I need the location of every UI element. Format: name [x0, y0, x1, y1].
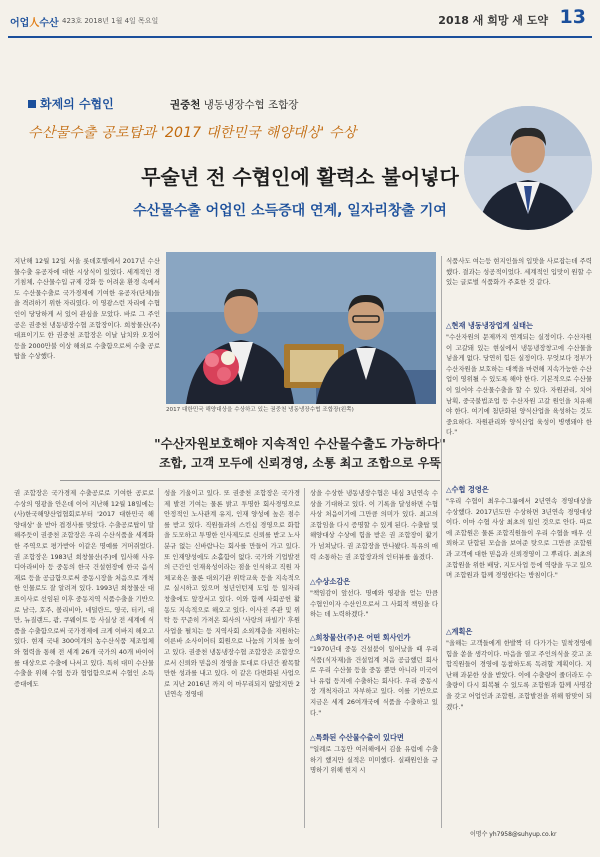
mid-sub3: △특화된 수산물수출이 있다면 [310, 733, 404, 742]
header-rule [8, 36, 592, 38]
mid-sub2: △희창물산(주)은 어떤 회사인가 [310, 633, 411, 642]
column-2-text: 성을 기울이고 있다. 또 권중천 조합장은 국가경제 발전 기여는 물론 밝고 투명한 회사경영으로 안정적인 노사관계 유지, 인재 양성에 높은 점수를 받고 있다. 직원들과의 스킨십 경영으로 화합을 도모하고 투명한 인사제도로 신뢰를 받고 노사분규 없는 신바람나는 회사를 만들어 가고 있다. 또 인재양성에도 소홀함이 없다. 국가와 기업발전의 근간인 인재육성이라는 점을 인식하고 직원 자체교육은 물론 대외기관 위탁교육 등을 지속적으로 실시하고 있으며 청년인턴제 도입 등 일자리 창출에도 앞장서고 있다. 이와 함께 사회공헌 활동도 지속적으로 해오고 있다. 이사진 주관 및 위탁 등 꾸준히 가져온 회사의 '사랑의 파빌기' 후원사업을 펼치는 등 지역사회 소외계층을 지원하는 이른바 소사이어티 회원으로 나눔의 기치를 높이고 있다. 권중천 냉동냉장수협 조합장은 조합장으로서 신뢰와 믿음의 경영을 토대로 다년간 괄목할만한 성과를 내고 있다. 이 같은 다변화된 사업으로 지난 2016년 까지 이 마무리되지 않았지만 2년연속 경영대 [164, 489, 300, 699]
person-byline: 권중천 냉동냉장수협 조합장 [170, 99, 299, 111]
photo-caption: 2017 대한민국 해양대상을 수상하고 있는 권중천 냉동냉장수협 조합장(왼쪽) [166, 407, 354, 413]
right-sub3-text: "올해는 고객들에게 한발짝 더 다가가는 밀착경영에 힘을 쏟을 생각이다. 마음을 열고 주인의식을 갖고 조합직원들이 경영에 동참하도록 독려할 계획이다. 지난해 과분한 상을 받았다. 이에 수출량이 줄더라도 수출량이 다시 회복될 수 있도록 조합원과 함께 사명감을 갖고 어업인과 조합원, 조합발전을 위해 땀맞이 되겠다." [446, 639, 592, 711]
right-sub2-text: "우리 수협이 최우수그룹에서 2년연속 경영대상을 수상했다. 2017년도만 수상하면 3년연속 경영대상이다. 이마 수협 사상 최초의 일인 것으로 안다. 따로에 조합원은 물론 조합직원들이 우리 수협을 매우 신뢰하고 단합된 모습을 보여준 탓으로 그만큼 조합원과 고객에 대한 믿음과 신뢰경영이 그 뿌리다. 최초의 조합원을 위한 배당, 지도사업 등에 역량을 두고 있으며 조합원과 함께 경영한다는 방침이다." [446, 497, 592, 580]
mid-sub1: △수상소감은 [310, 577, 351, 586]
column-1-text: 권 조합장은 국가경제 수출공로로 기여한 공로로 수상의 영광을 안은데 이어 지난해 12월 18일에는 (사)한국해양산업협회로부터 '2017 대한민국 해양대상' 을 받아 겹경사를 맞았다. 수출공로탑이 말해주듯이 권중천 조합장은 우리 수산식품을 세계화한 주역으로 평가받아 이같은 명예를 거머쥐었다. 권 조합장은 1983년 희창물산(주)에 입사해 사우디아라비아 등 중동의 한국 건설현장에 한국 음식재료 등을 공급함으로써 중동시장을 처음으로 개척한 인물로도 잘 알려져 있다. 1993년 희창물산 대표이사로 선임된 이후 중동지역 식품수출을 기반으로 남극, 호주, 볼리비아, 네덜란드, 영국, 터키, 대만, 뉴질랜드, 괌, 쿠웨이트 등 사실상 전 세계에 식품을 수출함으로써 국가경제에 크게 이바지 해오고 있다. 현재 국내 300여개의 농수산식품 제조업체와 협력을 통해 전 세계 26개 국가의 40개 바이어를 대상으로 수출에 나서고 있다. 특히 대미 수산물수출을 위해 수협 등과 협업함으로써 수협인 소득증대에도 [14, 489, 154, 688]
series-label: 화제의 수협인 [28, 95, 114, 112]
issue-info: 423호 2018년 1월 4일 목요일 [62, 17, 159, 25]
column-divider [441, 256, 442, 828]
reporter-signature: 이명수 yh7958@suhyup.co.kr [470, 831, 557, 838]
column-3 [310, 488, 438, 828]
column-3-intro: 상을 수상한 냉동냉장수협은 내심 3년연속 수상을 기대하고 있다. 이 기록을 달성하면 수협 사상 처음이기에 그만큼 의미가 있다. 최고의 조합임을 다시 증명할 수 있게 된다. 수출탑 및 해양대상 수상에 힘을 받은 권 조합장이 활기가 넘쳐났다. 권 조합장을 만나봤다. 특유의 매력 소통하는 권 조합장과의 인터뷰를 옮겼다. [310, 489, 438, 561]
mid-sub2-text: "1970년대 중동 건설붐이 일어났을 때 우리 식품(식자재)을 건설업계 처음 공급했던 회사로 우리 수산물 등을 중동 뿐만 아니라 미국이나 유럽 등지에 수출하는 회사다. 우리 중동시장 개척자라고 자부하고 있다. 이를 기반으로 지금은 세계 26여개국에 식품을 수출하고 있다." [310, 645, 438, 717]
subheadline: 수산물수출 어업인 소득증대 연계, 일자리창출 기여 [133, 203, 447, 219]
intro-text: 지난해 12월 12일 서울 롯데호텔에서 2017년 수산물수출 유공자에 대한 시상식이 있었다. 세계적인 경기침체, 수산물수입 규제 강화 등 어려운 환경 속에서도 수산물수출로 국가경제에 기여한 유공자(단체)들을 격려하기 위한 자리였다. 이 영광스런 자리에 수협인이 당당하게 서 있어 관심을 모았다. 바로 그 주인공은 권중천 냉동냉장수협 조합장이다. 희창물산(주) 대표이기도 한 권중천 조합장은 이날 납치와 오징어 등을 2000만불 이상 해외로 수출함으로써 수출 공로탑을 수상했다. [14, 257, 160, 361]
newspaper-logo: 어업人수산 [10, 18, 59, 29]
right-sub1-text: "수산자원의 문제까지 연계되는 실정이다. 수산자원이 고갈돼 있는 현실에서 냉동냉장창고에 수산물을 넣을게 없다. 당연히 힘든 실정이다. 무엇보다 정부가 수산자원을 보호하는 대책을 마련해 지속가능한 수산업이 영위될 수 있도록 해야 한다. 기본적으로 수산물이 있어야 수산물수출을 할 수 있다. 자원관리, 치어남획, 중국불법조업 등 수산자원 고갈 원인을 치유해야 한다. 여기에 첨단화된 양식산업을 육성하는 것도 중요하다. 자원관리와 양식산업 육성이 병행돼야 한다." [446, 333, 592, 437]
right-col-qa [446, 318, 592, 818]
page-number: 13 [559, 6, 586, 28]
kicker: 수산물수출 공로탑과 '2017 대한민국 해양대상' 수상 [28, 125, 357, 141]
right-col-top: 식품사도 여는등 현지인들의 입맛을 사로잡는데 주력했다. 결과는 성공적이었다. 세계적인 입맛이 원할 수 있는 글로벌 식품화가 주효한 것 같다. [446, 257, 592, 287]
page-header [0, 0, 600, 44]
mid-sub3-text: "일례로 그동안 여러해에서 김을 유럽에 수출하기 했지만 실적은 미미했다. 실패원인을 규명하기 위해 현지 시 [310, 745, 438, 775]
headline: 무술년 전 수협인에 활력소 불어넣다 [141, 165, 459, 189]
pullquote-divider [60, 480, 440, 481]
mid-sub1-text: "책임감이 앞선다. 명예와 영광을 얻는 만큼 수협인이자 수산인으로서 그 사회적 책임을 다하는 데 노력하겠다." [310, 589, 438, 619]
award-photo [166, 252, 436, 404]
pullquote-line2: 조합, 고객 모두에 신뢰경영, 소통 최고 조합으로 우뚝 [159, 456, 441, 470]
right-sub3: △계획은 [446, 627, 473, 636]
portrait-photo [464, 106, 592, 230]
column-divider [158, 488, 159, 828]
right-sub2: △수협 경영은 [446, 485, 489, 494]
pullquote-line1: "수산자원보호해야 지속적인 수산물수출도 가능하다" [154, 436, 446, 451]
column-divider [304, 488, 305, 828]
right-sub1: △현재 냉동냉장업계 실태는 [446, 321, 533, 330]
section-title: 2018 새 희망 새 도약 [438, 14, 548, 27]
